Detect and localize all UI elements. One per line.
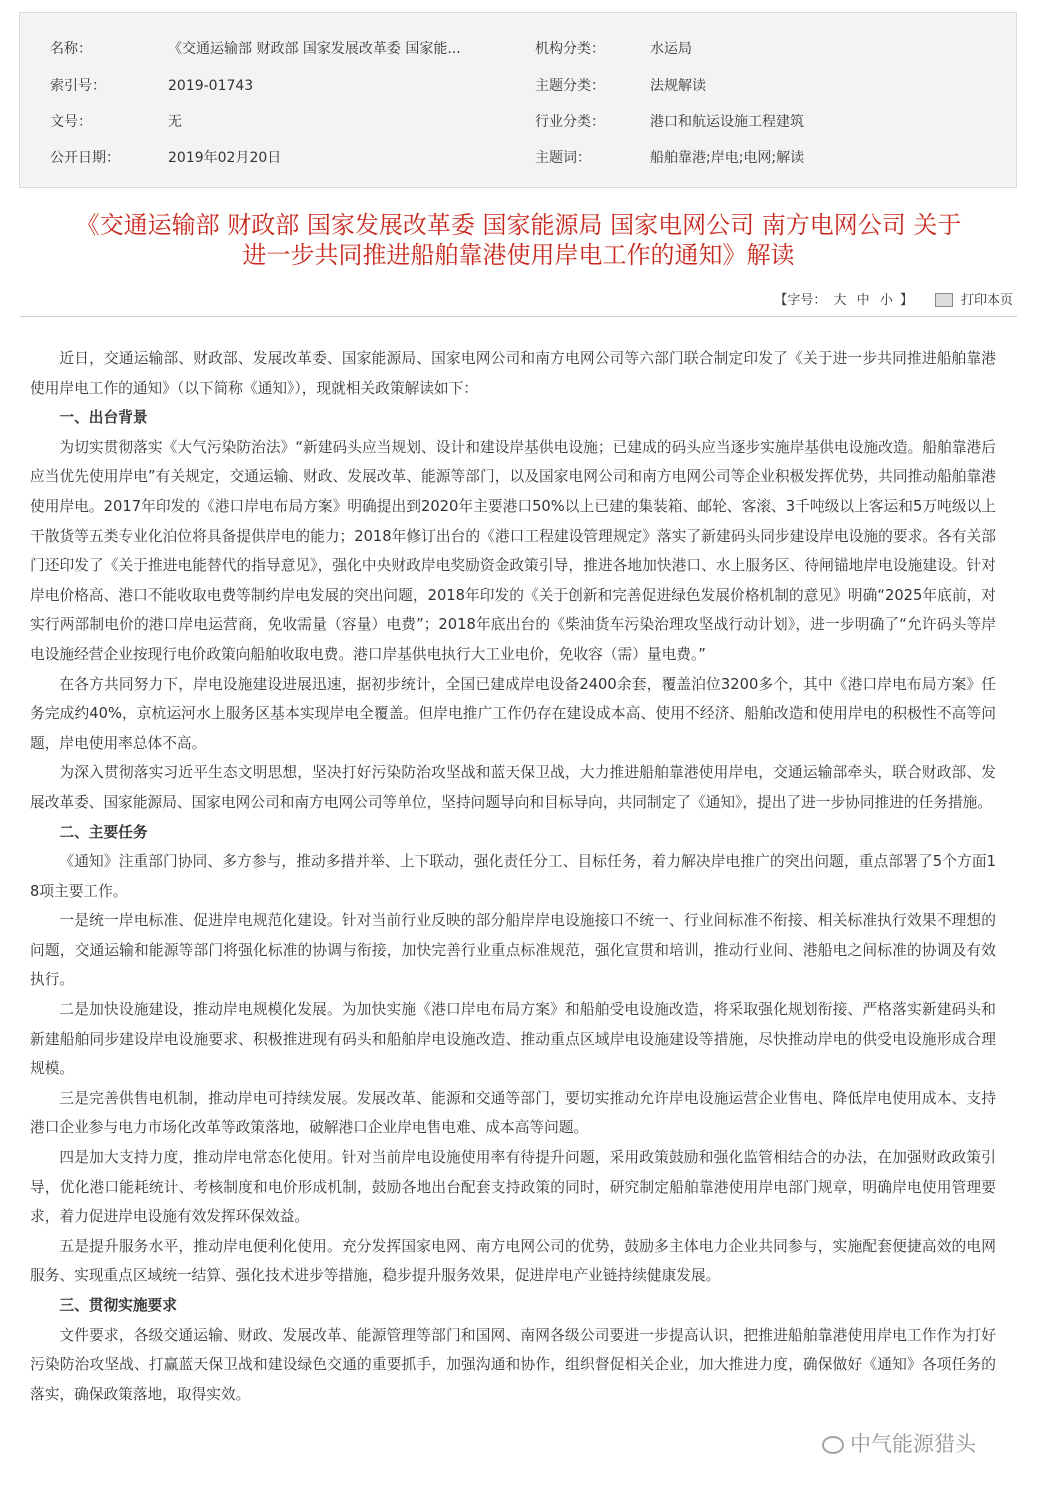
- meta-key: 主题分类：: [535, 78, 605, 94]
- meta-key: 公开日期：: [50, 150, 120, 166]
- print-button[interactable]: [935, 286, 1013, 316]
- paragraph: 为切实贯彻落实《大气污染防治法》“新建码头应当规划、设计和建设岸基供电设施；已建成的码头应当逐步实施岸基供电设施改造。船舶靠港后应当优先使用岸电”有关规定，交通运输、财政、发展改革、能源等部门，以及国家电网公司和南方电网公司等企业积极发挥优势，共同推动船舶靠港使用岸电。2017年印发的《港口岸电布局方案》明确提出到2020年主要港口50%以上已建的集装箱、邮轮、客滚、3千吨级以上客运和5万吨级以上干散货等五类专业化泊位将具备提供岸电的能力；2018年修订出台的《港口工程建设管理规定》落实了新建码头同步建设岸电设施的要求。各有关部门还印发了《关于推进电能替代的指导意见》，强化中央财政岸电奖励资金政策引导，推进各地加快港口、水上服务区、待闸锚地岸电设施建设。针对岸电价格高、港口不能收取电费等制约岸电发展的突出问题，2018年印发的《关于创新和完善促进绿色发展价格机制的意见》明确“2025年底前，对实行两部制电价的港口岸电运营商，免收需量（容量）电费”；2018年底出台的《柴油货车污染治理攻坚战行动计划》，进一步明确了“允许码头等岸电设施经营企业按现行电价政策向船舶收取电费。港口岸基供电执行大工业电价，免收容（需）量电费。”: [30, 438, 996, 663]
- paragraph: 二是加快设施建设，推动岸电规模化发展。为加快实施《港口岸电布局方案》和船舶受电设施改造，将采取强化规划衔接、严格落实新建码头和新建船舶同步建设岸电设施要求、积极推进现有码头和船舶岸电设施改造、推动重点区域岸电设施建设等措施，尽快推动岸电的供受电设施形成合理规模。: [30, 1001, 996, 1078]
- meta-row: [20, 110, 1016, 134]
- font-size-end: 】: [899, 293, 913, 308]
- section-heading: 二、主要任务: [59, 823, 148, 841]
- font-size-medium-link[interactable]: 中: [856, 293, 870, 308]
- meta-key: 索引号：: [50, 78, 106, 94]
- paragraph: 三是完善供售电机制，推动岸电可持续发展。发展改革、能源和交通等部门，要切实推动允许岸电设施运营企业售电、降低岸电使用成本、支持港口企业参与电力市场化改革等政策落地，破解港口企业岸电售电难、成本高等问题。: [30, 1089, 996, 1137]
- meta-key: 主题词：: [535, 150, 591, 166]
- meta-key: 名称：: [50, 41, 92, 57]
- meta-key: 行业分类：: [535, 114, 605, 130]
- meta-value: 船舶靠港;岸电;电网;解读: [650, 150, 805, 166]
- wechat-icon: [822, 1436, 844, 1454]
- paragraph: 《通知》注重部门协同、多方参与，推动多措并举、上下联动，强化责任分工、目标任务，着力解决岸电推广的突出问题，重点部署了5个方面18项主要工作。: [30, 853, 996, 900]
- paragraph: 在各方共同努力下，岸电设施建设进展迅速，据初步统计，全国已建成岸电设备2400余套，覆盖泊位3200多个，其中《港口岸电布局方案》任务完成约40%，京杭运河水上服务区基本实现岸电全覆盖。但岸电推广工作仍存在建设成本高、使用不经济、船舶改造和使用岸电的积极性不高等问题，岸电使用率总体不高。: [30, 675, 996, 752]
- meta-value: 2019-01743: [168, 78, 254, 94]
- meta-value: 法规解读: [650, 78, 706, 94]
- article-body: [30, 344, 996, 1409]
- meta-row: [20, 146, 1016, 170]
- meta-value: 2019年02月20日: [168, 150, 282, 166]
- meta-value: 港口和航运设施工程建筑: [650, 114, 804, 130]
- paragraph: 近日，交通运输部、财政部、发展改革委、国家能源局、国家电网公司和南方电网公司等六部门联合制定印发了《关于进一步共同推进船舶靠港使用岸电工作的通知》（以下简称《通知》），现就相关政策解读如下：: [30, 350, 996, 397]
- section-heading: 一、出台背景: [59, 409, 148, 427]
- watermark-text: 中气能源猎头: [850, 1432, 976, 1456]
- paragraph: 四是加大支持力度，推动岸电常态化使用。针对当前岸电设施使用率有待提升问题，采用政策鼓励和强化监管相结合的办法，在加强财政政策引导，优化港口能耗统计、考核制度和电价形成机制，鼓励各地出台配套支持政策的同时，研究制定船舶靠港使用岸电部门规章，明确岸电使用管理要求，着力促进岸电设施有效发挥环保效益。: [30, 1149, 996, 1226]
- article-toolbar: [20, 286, 1017, 317]
- font-size-selector: [774, 286, 913, 316]
- meta-value: 《交通运输部 财政部 国家发展改革委 国家能...: [168, 41, 461, 57]
- paragraph: 文件要求，各级交通运输、财政、发展改革、能源管理等部门和国网、南网各级公司要进一步提高认识，把推进船舶靠港使用岸电工作作为打好污染防治攻坚战、打赢蓝天保卫战和建设绿色交通的重要抓手，加强沟通和协作，组织督促相关企业，加大推进力度，确保做好《通知》各项任务的落实，确保政策落地，取得实效。: [30, 1326, 996, 1403]
- meta-key: 文号：: [50, 114, 92, 130]
- paragraph: 五是提升服务水平，推动岸电便利化使用。充分发挥国家电网、南方电网公司的优势，鼓励多主体电力企业共同参与，实施配套便捷高效的电网服务、实现重点区域统一结算、强化技术进步等措施，稳步提升服务效果，促进岸电产业链持续健康发展。: [30, 1237, 996, 1285]
- section-heading: 三、贯彻实施要求: [59, 1297, 177, 1314]
- meta-row: [20, 37, 1016, 61]
- paragraph: 一是统一岸电标准、促进岸电规范化建设。针对当前行业反映的部分船岸岸电设施接口不统一、行业间标准不衔接、相关标准执行效果不理想的问题，交通运输和能源等部门将强化标准的协调与衔接，加快完善行业重点标准规范，强化宣贯和培训，推动行业间、港船电之间标准的协调及有效执行。: [30, 912, 996, 989]
- font-size-small-link[interactable]: 小: [879, 293, 893, 308]
- print-label: 打印本页: [960, 293, 1013, 308]
- metadata-panel: [19, 12, 1017, 188]
- printer-icon: [935, 293, 953, 307]
- font-size-label: 【字号：: [774, 293, 827, 308]
- meta-row: [20, 74, 1016, 98]
- page-title: [20, 210, 1017, 270]
- meta-value: 水运局: [650, 41, 692, 57]
- watermark: [822, 1428, 976, 1458]
- meta-value: 无: [168, 114, 182, 130]
- meta-key: 机构分类：: [535, 41, 605, 57]
- paragraph: 为深入贯彻落实习近平生态文明思想，坚决打好污染防治攻坚战和蓝天保卫战，大力推进船舶靠港使用岸电，交通运输部牵头，联合财政部、发展改革委、国家能源局、国家电网公司和南方电网公司等单位，坚持问题导向和目标导向，共同制定了《通知》，提出了进一步协同推进的任务措施。: [30, 764, 996, 811]
- title-line-2: 进一步共同推进船舶靠港使用岸电工作的通知》解读: [242, 241, 795, 269]
- font-size-large-link[interactable]: 大: [833, 293, 847, 308]
- title-line-1: 《交通运输部 财政部 国家发展改革委 国家能源局 国家电网公司 南方电网公司 关于: [75, 211, 962, 239]
